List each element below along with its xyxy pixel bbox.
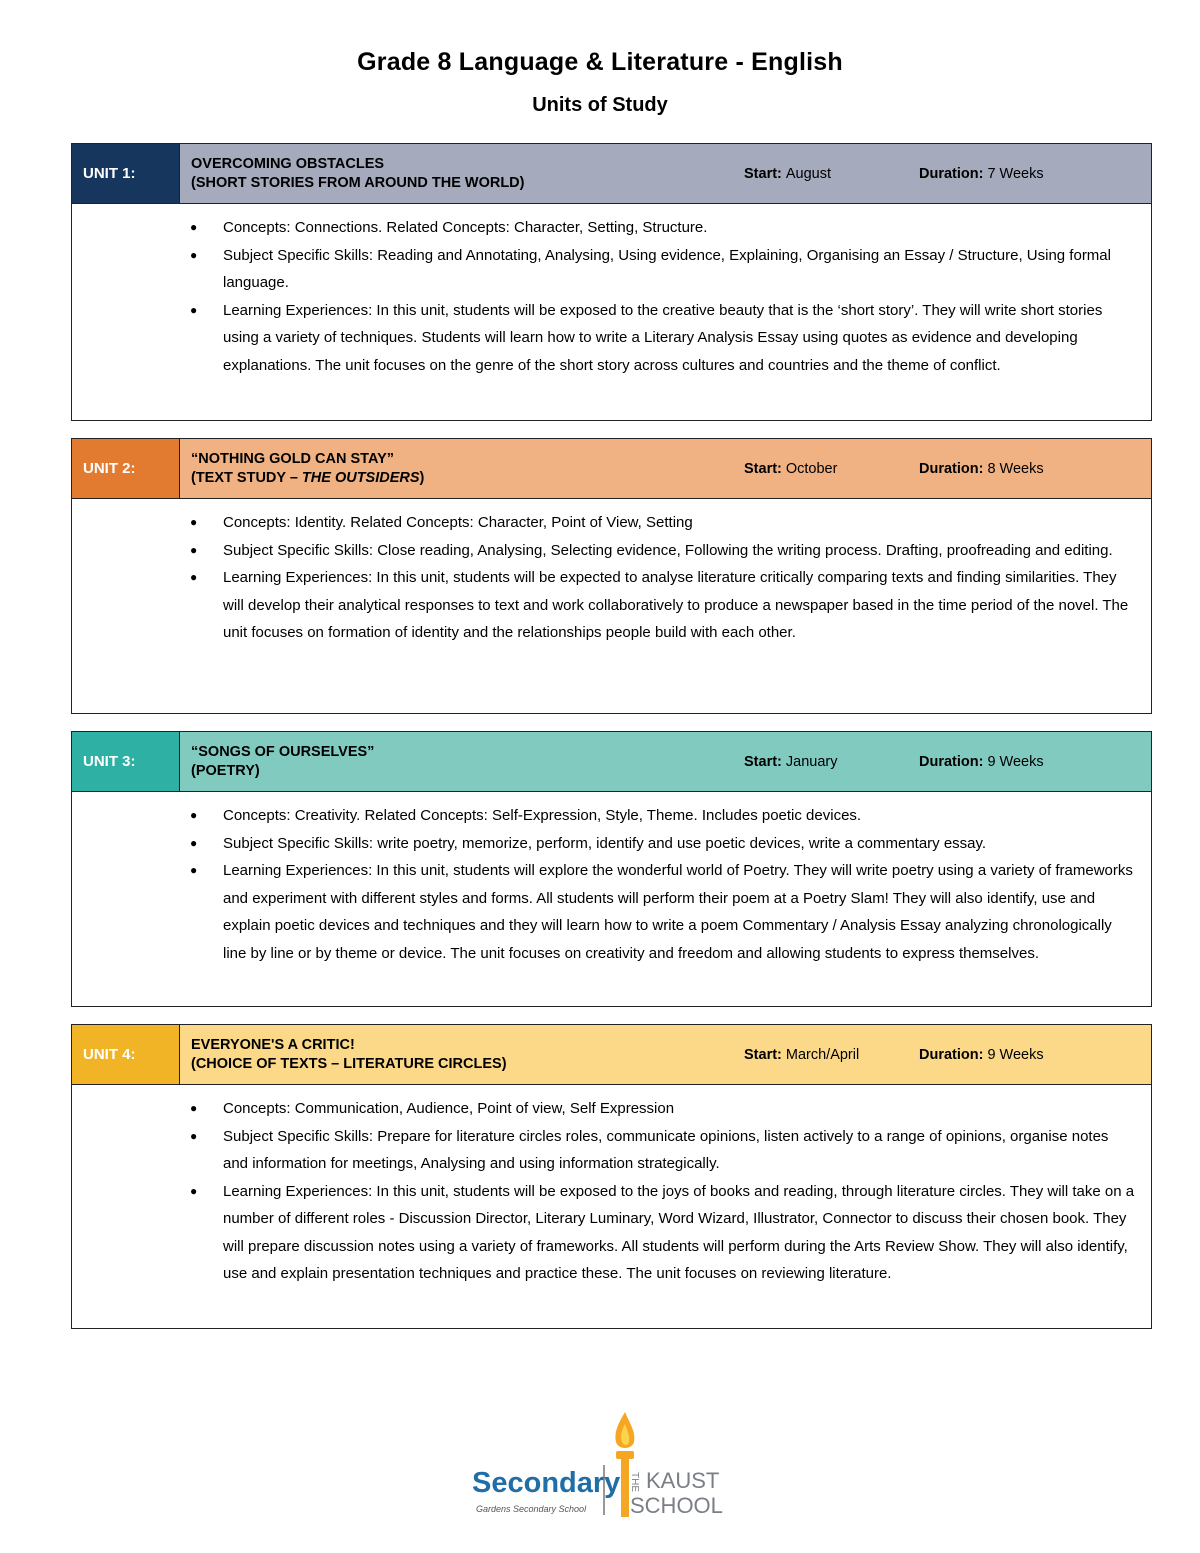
- unit-body: [72, 204, 1151, 391]
- logo-school-text: SCHOOL: [630, 1493, 723, 1518]
- school-logo: [470, 1410, 740, 1525]
- start-label: Start:: [744, 165, 782, 182]
- unit-bullet-list: [190, 1095, 1137, 1288]
- duration-label: Duration:: [919, 1046, 984, 1063]
- unit-duration: [919, 1025, 1151, 1084]
- unit-body: [72, 499, 1151, 659]
- duration-label: Duration:: [919, 165, 984, 182]
- unit-label: UNIT 3:: [72, 732, 180, 791]
- unit-label: UNIT 4:: [72, 1025, 180, 1084]
- unit-1-section: [71, 143, 1152, 421]
- unit-title-line2: (CHOICE OF TEXTS – LITERATURE CIRCLES): [191, 1055, 507, 1072]
- unit-header: [72, 732, 1151, 792]
- torch-cup-icon: [616, 1451, 634, 1459]
- unit-title: [191, 743, 374, 781]
- start-value: January: [785, 753, 838, 770]
- bullet-experiences: ● Learning Experiences: In this unit, students will explore the wonderful world of Poetry. They will write poetry using a variety of frameworks and experiment with different styles and forms. All students will perform their poem at a Poetry Slam! They will also identify, use and explain poetic devices and techniques and they will learn how to write a poem Commentary / Analysis Essay analyzing chronologically line by line or by theme or device. The unit focuses on creativity and freedom and allowing students to express themselves.: [190, 857, 1137, 967]
- start-value: March/April: [785, 1046, 860, 1063]
- unit-body: [72, 792, 1151, 979]
- bullet-dot-icon: ●: [190, 1183, 198, 1198]
- start-label: Start:: [744, 753, 782, 770]
- bullet-experiences: ● Learning Experiences: In this unit, students will be exposed to the joys of books and reading, through literature circles. They will take on a number of different roles - Discussion Director, Literary Luminary, Word Wizard, Illustrator, Connector to discuss their chosen book. They will prepare discussion notes using a variety of frameworks. All students will perform during the Arts Review Show. They will also identify, use and explain presentation techniques and practice these. The unit focuses on reviewing literature.: [190, 1178, 1137, 1288]
- unit-header: [72, 439, 1151, 499]
- duration-value: 9 Weeks: [987, 1046, 1044, 1063]
- unit-start: [744, 439, 919, 498]
- unit-title: [191, 450, 424, 488]
- school-logo-graphic: [470, 1410, 740, 1525]
- bullet-dot-icon: ●: [190, 515, 198, 529]
- page-subtitle: Units of Study: [532, 94, 668, 116]
- unit-title: [191, 1036, 507, 1074]
- unit-2-section: [71, 438, 1152, 714]
- unit-title: [191, 155, 525, 193]
- unit-4-section: [71, 1024, 1152, 1329]
- unit-title-line1: “SONGS OF OURSELVES”: [191, 743, 375, 760]
- bullet-dot-icon: ●: [190, 220, 198, 234]
- duration-label: Duration:: [919, 753, 984, 770]
- logo-kaust-text: KAUST: [646, 1468, 720, 1493]
- start-value: August: [785, 165, 832, 182]
- unit-title-cell: [180, 1025, 744, 1084]
- unit-start: [744, 1025, 919, 1084]
- bullet-dot-icon: ●: [190, 542, 198, 557]
- unit-title-cell: [180, 144, 744, 203]
- unit-duration: [919, 144, 1151, 203]
- secondary-subtext: Gardens Secondary School: [476, 1504, 587, 1514]
- unit-title-line2: (POETRY): [191, 762, 260, 779]
- unit-duration: [919, 439, 1151, 498]
- unit-title-line2: (SHORT STORIES FROM AROUND THE WORLD): [191, 174, 525, 191]
- unit-title-line2: (TEXT STUDY – THE OUTSIDERS): [191, 469, 425, 486]
- bullet-skills: ● Subject Specific Skills: Close reading, Analysing, Selecting evidence, Following the writing process. Drafting, proofreading and editing.: [190, 537, 1137, 565]
- torch-handle-icon: [621, 1459, 629, 1517]
- bullet-dot-icon: ●: [190, 302, 198, 317]
- unit-bullet-list: [190, 802, 1137, 967]
- duration-value: 8 Weeks: [987, 460, 1044, 477]
- unit-title-line1: EVERYONE'S A CRITIC!: [191, 1036, 355, 1053]
- unit-label: UNIT 1:: [72, 144, 180, 203]
- unit-3-section: [71, 731, 1152, 1007]
- unit-start: [744, 732, 919, 791]
- unit-start: [744, 144, 919, 203]
- duration-label: Duration:: [919, 460, 984, 477]
- bullet-dot-icon: ●: [190, 1101, 198, 1115]
- unit-bullet-list: [190, 214, 1137, 379]
- start-label: Start:: [744, 1046, 782, 1063]
- bullet-concepts: ● Concepts: Communication, Audience, Point of view, Self Expression: [190, 1095, 1137, 1123]
- bullet-concepts: ● Concepts: Connections. Related Concepts: Character, Setting, Structure.: [190, 214, 1137, 242]
- bullet-skills: ● Subject Specific Skills: Prepare for literature circles roles, communicate opinions, listen actively to a range of opinions, organise notes and information for meetings, Analysing and using information strategically.: [190, 1123, 1137, 1178]
- secondary-wordmark: Secondary: [472, 1467, 621, 1499]
- bullet-concepts: ● Concepts: Creativity. Related Concepts: Self-Expression, Style, Theme. Includes poetic devices.: [190, 802, 1137, 830]
- unit-title-line1: OVERCOMING OBSTACLES: [191, 155, 385, 172]
- start-label: Start:: [744, 460, 782, 477]
- bullet-dot-icon: ●: [190, 835, 198, 850]
- unit-bullet-list: [190, 509, 1137, 647]
- unit-label: UNIT 2:: [72, 439, 180, 498]
- bullet-experiences: ● Learning Experiences: In this unit, students will be expected to analyse literature critically comparing texts and finding similarities. They will develop their analytical responses to text and work collaboratively to produce a newspaper based in the time period of the novel. The unit focuses on formation of identity and the relationships people build with each other.: [190, 564, 1137, 647]
- bullet-dot-icon: ●: [190, 808, 198, 822]
- duration-value: 7 Weeks: [987, 165, 1044, 182]
- bullet-dot-icon: ●: [190, 1128, 198, 1143]
- unit-body: [72, 1085, 1151, 1300]
- logo-the-text: THE: [629, 1472, 640, 1492]
- bullet-experiences: ● Learning Experiences: In this unit, students will be exposed to the creative beauty that is the ‘short story’. They will write short stories using a variety of techniques. Students will learn how to write a Literary Analysis Essay using quotes as evidence and developing explanations. The unit focuses on the genre of the short story across cultures and countries and the theme of conflict.: [190, 297, 1137, 380]
- bullet-dot-icon: ●: [190, 863, 198, 877]
- unit-title-line1: “NOTHING GOLD CAN STAY”: [191, 450, 395, 467]
- page-title: Grade 8 Language & Literature - English: [357, 48, 843, 76]
- unit-header: [72, 1025, 1151, 1085]
- unit-header: [72, 144, 1151, 204]
- bullet-concepts: ● Concepts: Identity. Related Concepts: Character, Point of View, Setting: [190, 509, 1137, 537]
- unit-title-cell: [180, 439, 744, 498]
- unit-title-cell: [180, 732, 744, 791]
- bullet-dot-icon: ●: [190, 570, 198, 584]
- bullet-dot-icon: ●: [190, 247, 198, 262]
- bullet-skills: ● Subject Specific Skills: Reading and Annotating, Analysing, Using evidence, Explaining, Organising an Essay / Structure, Using formal language.: [190, 242, 1137, 297]
- unit-duration: [919, 732, 1151, 791]
- start-value: October: [785, 460, 838, 477]
- duration-value: 9 Weeks: [987, 753, 1044, 770]
- bullet-skills: ● Subject Specific Skills: write poetry, memorize, perform, identify and use poetic devices, write a commentary essay.: [190, 830, 1137, 858]
